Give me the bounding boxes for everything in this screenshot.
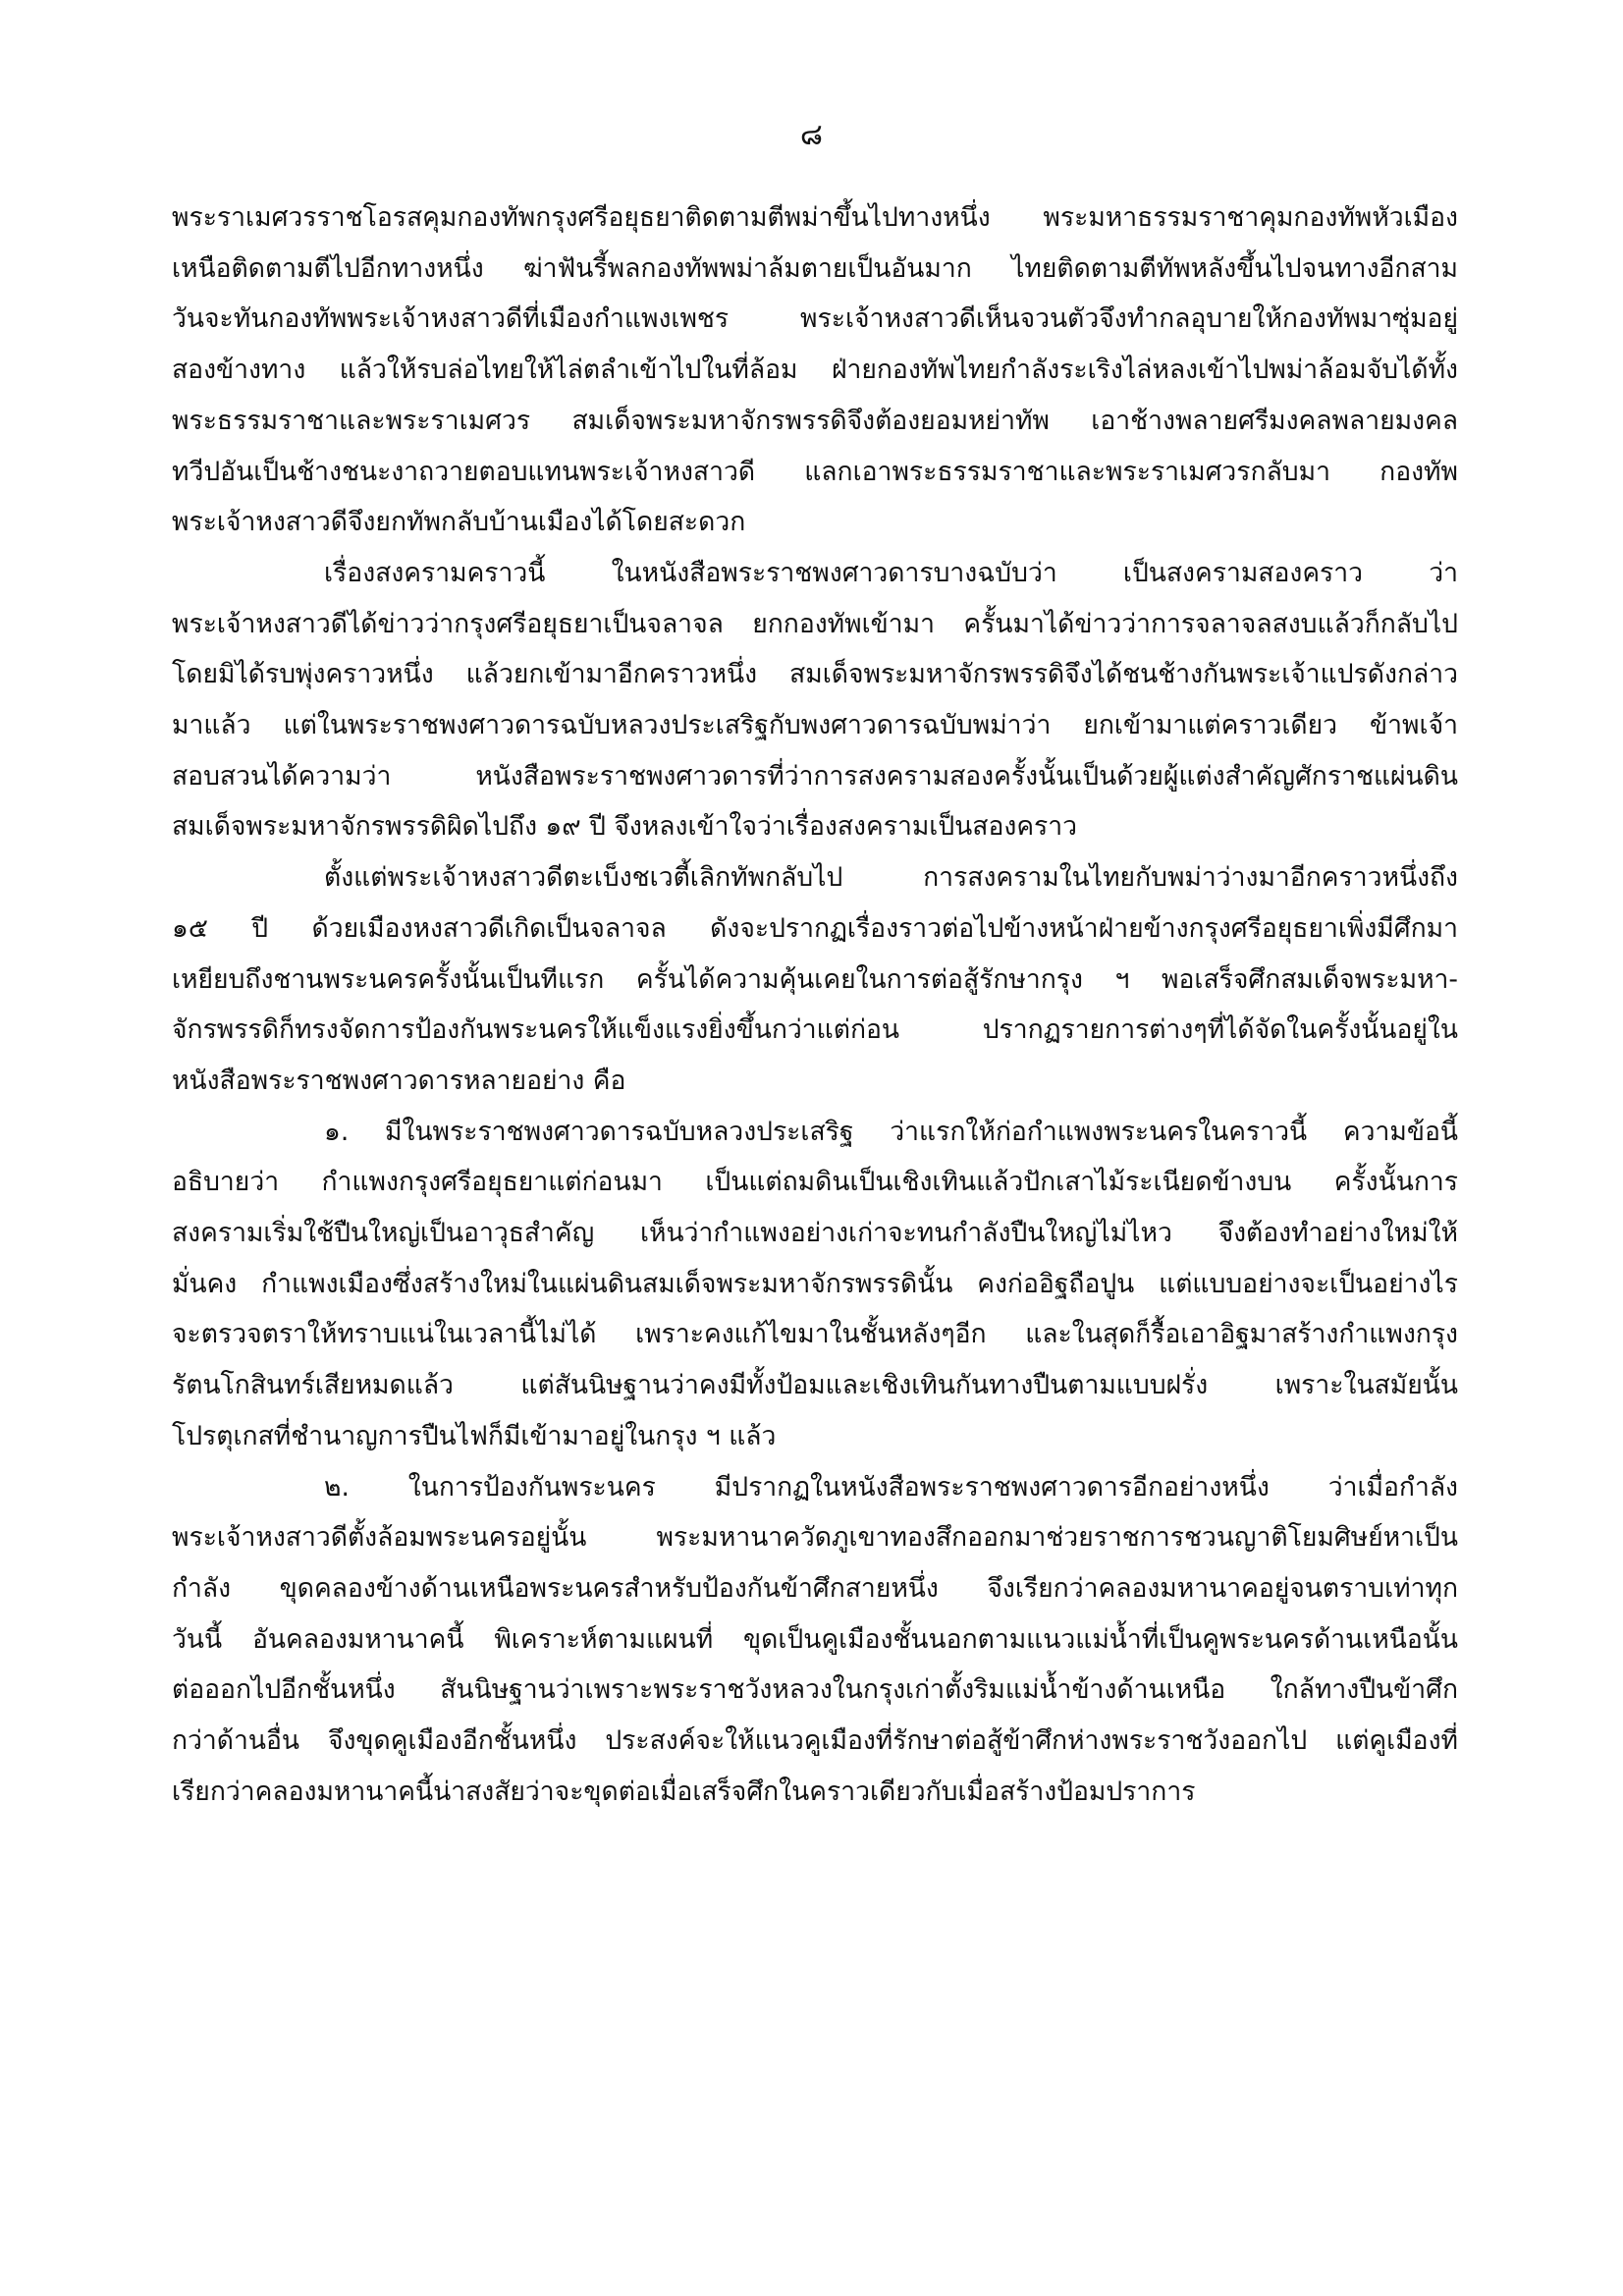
- text-line: โดยมิได้รบพุ่งคราวหนึ่ง แล้วยกเข้ามาอีกคราวหนึ่ง สมเด็จพระมหาจักรพรรดิจึงได้ชนช้างกันพระเจ้าแปรดังกล่าว: [172, 659, 1458, 690]
- text-line: สงครามเริ่มใช้ปืนใหญ่เป็นอาวุธสำคัญ เห็นว่ากำแพงอย่างเก่าจะทนกำลังปืนใหญ่ไม่ไหว จึงต้องทำอย่างใหม่ให้: [172, 1218, 1458, 1249]
- text-line: กว่าด้านอื่น จึงขุดคูเมืองอีกชั้นหนึ่ง ประสงค์จะให้แนวคูเมืองที่รักษาต่อสู้ข้าศึกห่างพระราชวังออกไป แต่คูเมืองที่: [172, 1725, 1458, 1757]
- text-line: อธิบายว่า กำแพงกรุงศรีอยุธยาแต่ก่อนมา เป็นแต่ถมดินเป็นเชิงเทินแล้วปักเสาไม้ระเนียดข้างบน ครั้งนั้นการ: [172, 1167, 1458, 1198]
- paragraph-3: [172, 852, 1458, 1107]
- text-line: ต่อออกไปอีกชั้นหนึ่ง สันนิษฐานว่าเพราะพระราชวังหลวงในกรุงเก่าตั้งริมแม่น้ำข้างด้านเหนือ ใกล้ทางปืนข้าศึก: [172, 1674, 1458, 1706]
- text-line: พระเจ้าหงสาวดีได้ข่าวว่ากรุงศรีอยุธยาเป็นจลาจล ยกกองทัพเข้ามา ครั้นมาได้ข่าวว่าการจลาจลสงบแล้วก็กลับไป: [172, 608, 1458, 639]
- text-line: เรียกว่าคลองมหานาคนี้น่าสงสัยว่าจะขุดต่อเมื่อเสร็จศึกในคราวเดียวกับเมื่อสร้างป้อมปราการ: [172, 1776, 1196, 1807]
- text-line: วันนี้ อันคลองมหานาคนี้ พิเคราะห์ตามแผนที่ ขุดเป็นคูเมืองชั้นนอกตามแนวแม่น้ำที่เป็นคูพระนครด้านเหนือนั้น: [172, 1623, 1458, 1655]
- text-line: มาแล้ว แต่ในพระราชพงศาวดารฉบับหลวงประเสริฐกับพงศาวดารฉบับพม่าว่า ยกเข้ามาแต่คราวเดียว ข้าพเจ้า: [172, 710, 1458, 741]
- text-line: มั่นคง กำแพงเมืองซึ่งสร้างใหม่ในแผ่นดินสมเด็จพระมหาจักรพรรดินั้น คงก่ออิฐถือปูน แต่แบบอย่างจะเป็นอย่างไร: [172, 1268, 1458, 1299]
- text-line: จะตรวจตราให้ทราบแน่ในเวลานี้ไม่ได้ เพราะคงแก้ไขมาในชั้นหลังๆอีก และในสุดก็รื้อเอาอิฐมาสร้างกำแพงกรุง: [172, 1319, 1458, 1350]
- text-line: วันจะทันกองทัพพระเจ้าหงสาวดีที่เมืองกำแพงเพชร พระเจ้าหงสาวดีเห็นจวนตัวจึงทำกลอุบายให้กองทัพมาซุ่มอยู่: [172, 303, 1458, 335]
- text-line: หนังสือพระราชพงศาวดารหลายอย่าง คือ: [172, 1065, 626, 1096]
- text-line: สองข้างทาง แล้วให้รบล่อไทยให้ไล่ตลำเข้าไปในที่ล้อม ฝ่ายกองทัพไทยกำลังระเริงไล่หลงเข้าไปพม่าล้อมจับได้ทั้ง: [172, 355, 1458, 386]
- paragraph-5: [172, 1462, 1458, 1818]
- text-line: พระธรรมราชาและพระราเมศวร สมเด็จพระมหาจักรพรรดิจึงต้องยอมหย่าทัพ เอาช้างพลายศรีมงคลพลายมงคล: [172, 405, 1458, 436]
- text-line: ทวีปอันเป็นช้างชนะงาถวายตอบแทนพระเจ้าหงสาวดี แลกเอาพระธรรมราชาและพระราเมศวรกลับมา กองทัพ: [172, 456, 1458, 487]
- text-line: ๑๕ ปี ด้วยเมืองหงสาวดีเกิดเป็นจลาจล ดังจะปรากฏเรื่องราวต่อไปข้างหน้าฝ่ายข้างกรุงศรีอยุธยาเพิ่งมีศึกมา: [172, 912, 1458, 944]
- text-line: ๑. มีในพระราชพงศาวดารฉบับหลวงประเสริฐ ว่าแรกให้ก่อกำแพงพระนครในคราวนี้ ความข้อนี้: [324, 1116, 1458, 1147]
- text-line: พระราเมศวรราชโอรสคุมกองทัพกรุงศรีอยุธยาติดตามตีพม่าขึ้นไปทางหนึ่ง พระมหาธรรมราชาคุมกองทัพหัวเมือง: [172, 202, 1458, 233]
- text-line: เหยียบถึงชานพระนครครั้งนั้นเป็นทีแรก ครั้นได้ความคุ้นเคยในการต่อสู้รักษากรุง ฯ พอเสร็จศึกสมเด็จพระมหา-: [172, 963, 1458, 995]
- page-number: ๘: [799, 118, 824, 152]
- text-line: กำลัง ขุดคลองข้างด้านเหนือพระนครสำหรับป้องกันข้าศึกสายหนึ่ง จึงเรียกว่าคลองมหานาคอยู่จนตราบเท่าทุก: [172, 1572, 1458, 1604]
- paragraph-1: [172, 192, 1458, 548]
- text-line: เรื่องสงครามคราวนี้ ในหนังสือพระราชพงศาวดารบางฉบับว่า เป็นสงครามสองคราว ว่า: [324, 557, 1458, 588]
- body-text: [172, 192, 1458, 1818]
- text-line: ตั้งแต่พระเจ้าหงสาวดีตะเบ็งชเวตี้เลิกทัพกลับไป การสงครามในไทยกับพม่าว่างมาอีกคราวหนึ่งถึง: [324, 862, 1458, 894]
- text-line: ๒. ในการป้องกันพระนคร มีปรากฏในหนังสือพระราชพงศาวดารอีกอย่างหนึ่ง ว่าเมื่อกำลัง: [324, 1471, 1458, 1503]
- text-line: พระเจ้าหงสาวดีจึงยกทัพกลับบ้านเมืองได้โดยสะดวก: [172, 507, 746, 538]
- text-line: สมเด็จพระมหาจักรพรรดิผิดไปถึง ๑๙ ปี จึงหลงเข้าใจว่าเรื่องสงครามเป็นสองคราว: [172, 811, 1078, 843]
- text-line: พระเจ้าหงสาวดีตั้งล้อมพระนครอยู่นั้น พระมหานาควัดภูเขาทองสึกออกมาช่วยราชการชวนญาติโยมศิษย์หาเป็น: [172, 1522, 1458, 1554]
- text-line: โปรตุเกสที่ชำนาญการปืนไฟก็มีเข้ามาอยู่ในกรุง ฯ แล้ว: [172, 1420, 777, 1451]
- paragraph-2: [172, 548, 1458, 852]
- text-line: เหนือติดตามตีไปอีกทางหนึ่ง ฆ่าฟันรี้พลกองทัพพม่าล้มตายเป็นอันมาก ไทยติดตามตีทัพหลังขึ้นไปจนทางอีกสาม: [172, 252, 1458, 284]
- text-line: สอบสวนได้ความว่า หนังสือพระราชพงศาวดารที่ว่าการสงครามสองครั้งนั้นเป็นด้วยผู้แต่งสำคัญศักราชแผ่นดิน: [172, 760, 1458, 792]
- text-line: จักรพรรดิก็ทรงจัดการป้องกันพระนครให้แข็งแรงยิ่งขึ้นกว่าแต่ก่อน ปรากฏรายการต่างๆที่ได้จัดในครั้งนั้นอยู่ใน: [172, 1014, 1458, 1046]
- paragraph-4: [172, 1107, 1458, 1462]
- text-line: รัตนโกสินทร์เสียหมดแล้ว แต่สันนิษฐานว่าคงมีทั้งป้อมและเชิงเทินกันทางปืนตามแบบฝรั่ง เพราะในสมัยนั้น: [172, 1370, 1458, 1401]
